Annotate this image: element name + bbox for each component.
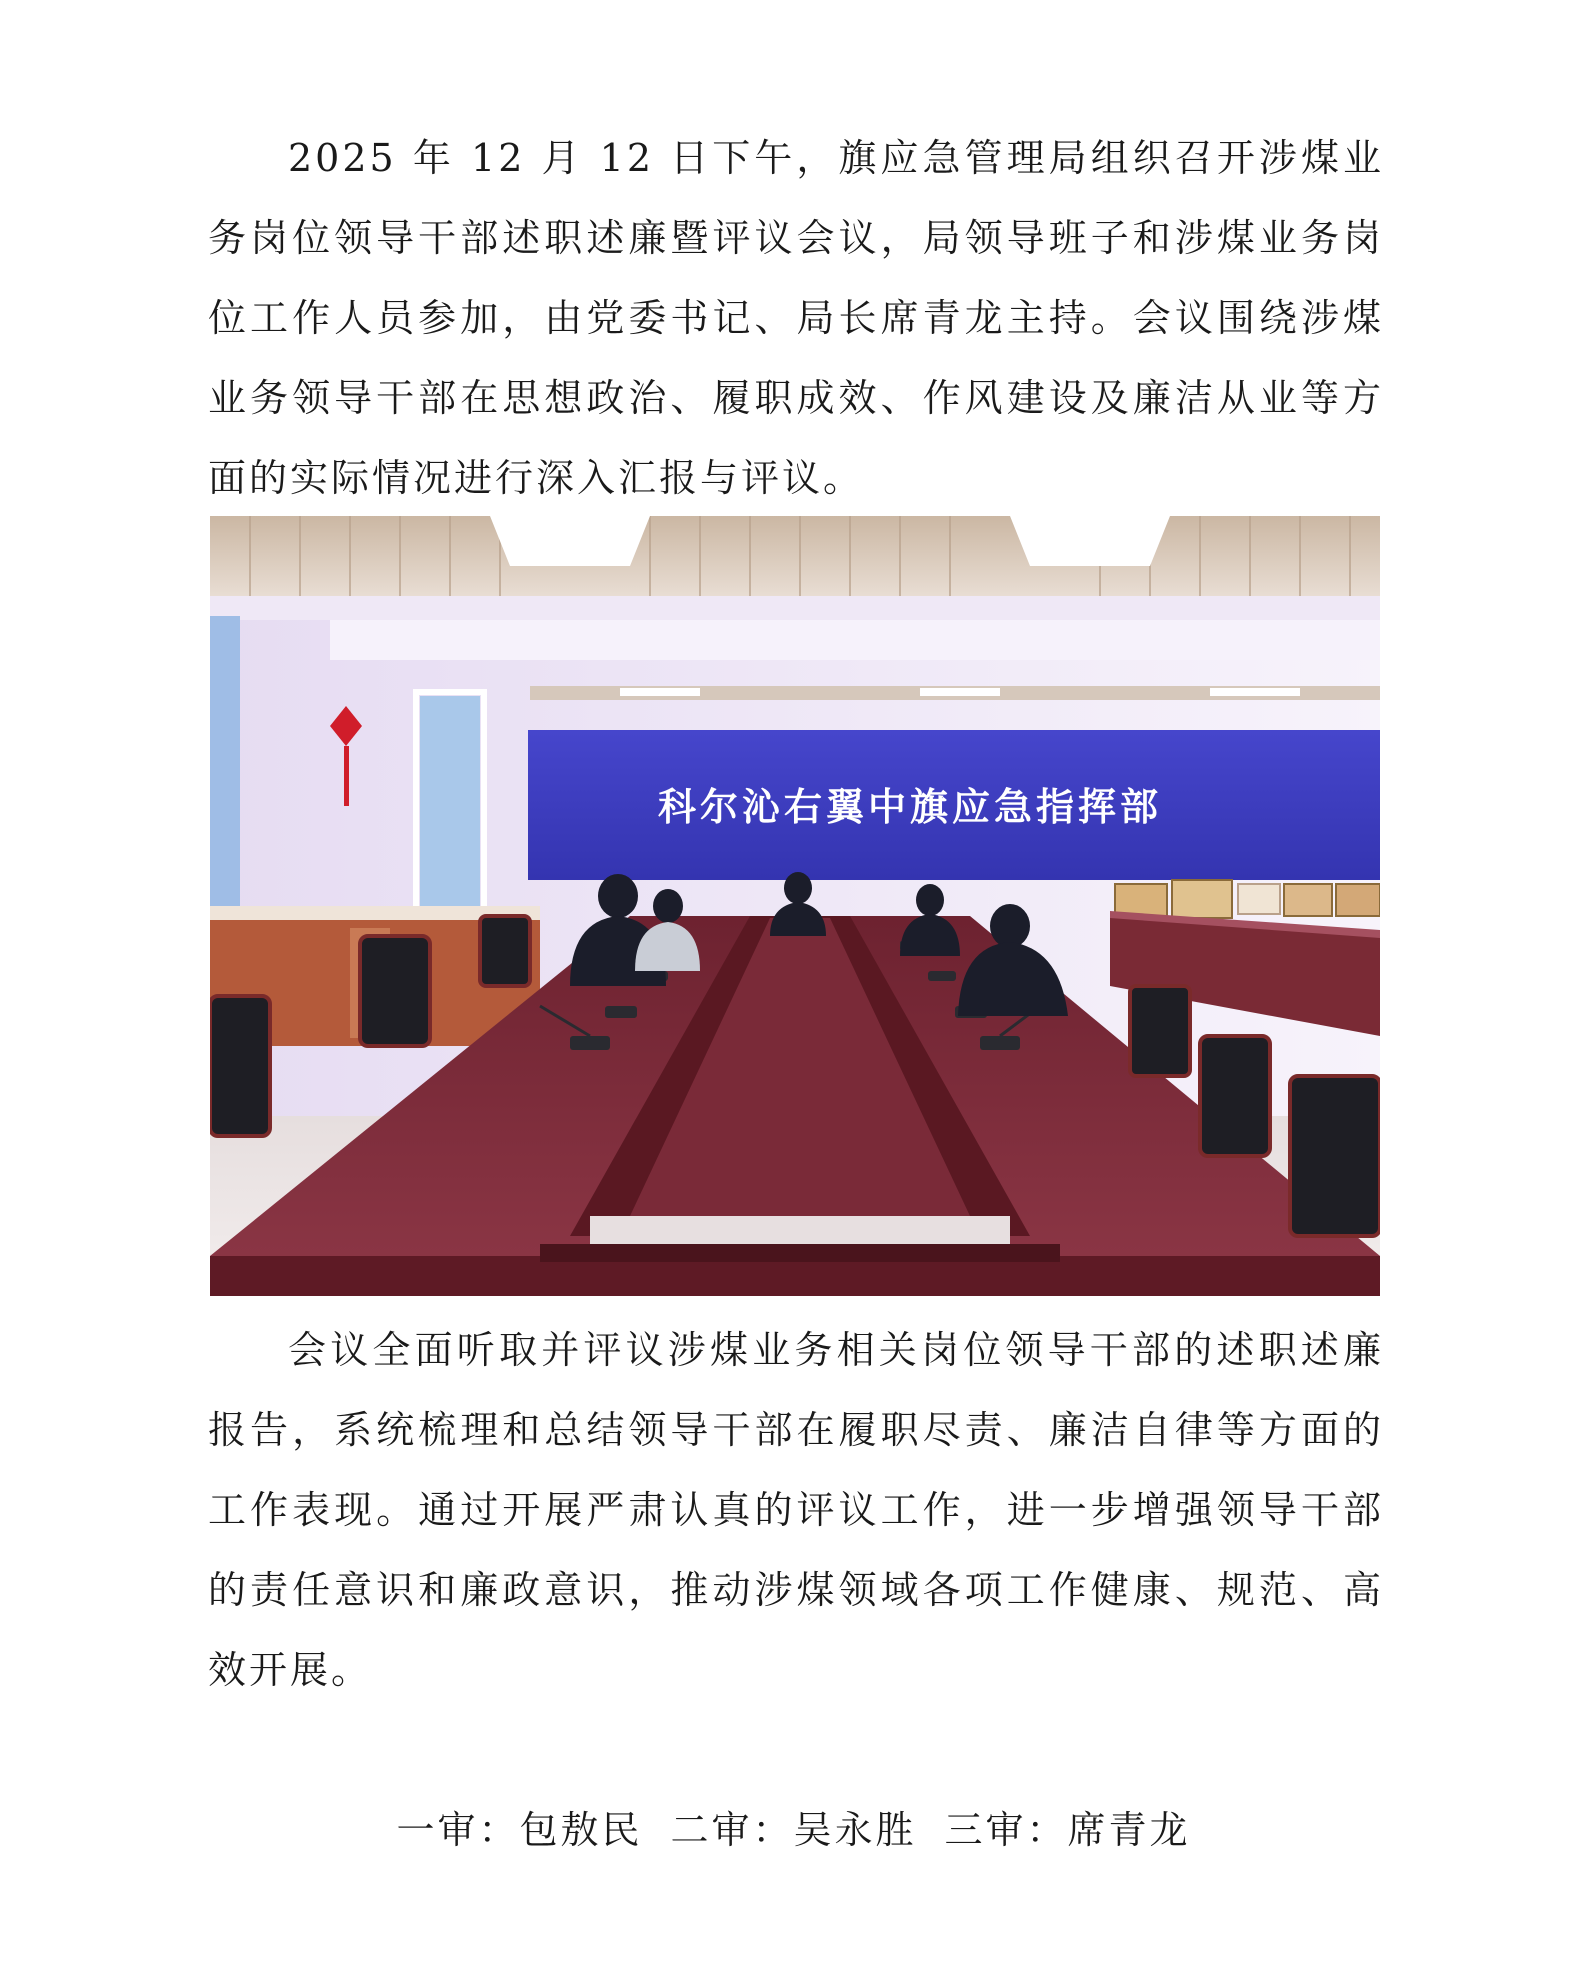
- banner-text: 科尔沁右翼中旗应急指挥部: [657, 785, 1163, 829]
- reviewer-third: 三审：席青龙: [944, 1808, 1191, 1852]
- reviewer-signoff: [0, 1800, 1587, 1860]
- reviewer-second: 二审：吴永胜: [670, 1808, 917, 1852]
- paragraph-meeting-summary: 2025 年 12 月 12 日下午，旗应急管理局组织召开涉煤业务岗位领导干部述职述廉暨评议会议，局领导班子和涉煤业务岗位工作人员参加，由党委书记、局长席青龙主持。会议围绕涉煤业务领导干部在思想政治、履职成效、作风建设及廉洁从业等方面的实际情况进行深入汇报与评议。: [208, 136, 1384, 500]
- meeting-photo: [210, 516, 1380, 1296]
- reviewer-first: 一审：包敖民: [396, 1808, 643, 1852]
- paragraph-meeting-outcome: 会议全面听取并评议涉煤业务相关岗位领导干部的述职述廉报告，系统梳理和总结领导干部在履职尽责、廉洁自律等方面的工作表现。通过开展严肃认真的评议工作，进一步增强领导干部的责任意识和廉政意识，推动涉煤领域各项工作健康、规范、高效开展。: [208, 1328, 1384, 1692]
